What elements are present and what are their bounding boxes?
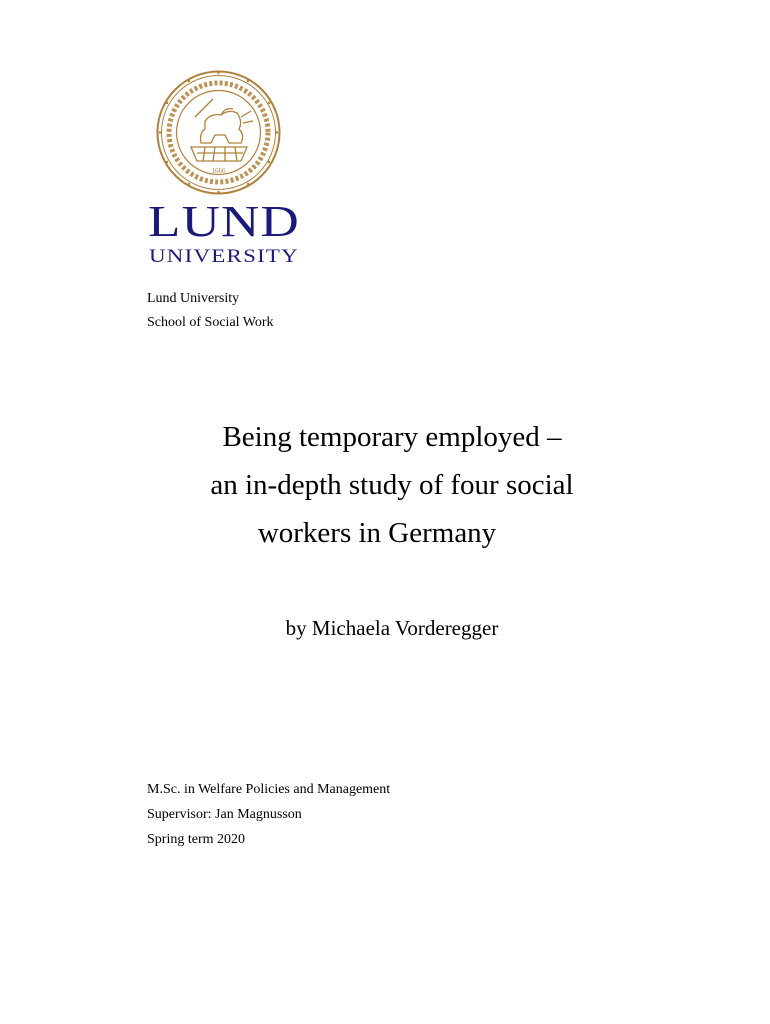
thesis-title: [0, 413, 770, 557]
title-line-1: Being temporary employed –: [222, 421, 562, 453]
lund-university-wordmark: [146, 196, 306, 266]
title-line-2: an in-depth study of four social: [210, 469, 574, 501]
svg-text:LUND: LUND: [148, 197, 300, 246]
lund-seal-logo: [155, 69, 282, 196]
supervisor: Supervisor: Jan Magnusson: [147, 807, 302, 822]
term: Spring term 2020: [147, 832, 245, 847]
thesis-meta: [147, 777, 390, 852]
author-line: by Michaela Vorderegger: [285, 616, 499, 640]
school-name: School of Social Work: [147, 315, 274, 330]
department-block: [147, 287, 274, 335]
degree-program: M.Sc. in Welfare Policies and Management: [147, 782, 391, 797]
title-line-3: workers in Germany: [257, 517, 497, 549]
svg-text:UNIVERSITY: UNIVERSITY: [149, 246, 299, 266]
svg-text:1666: 1666: [211, 167, 226, 175]
university-name: Lund University: [147, 291, 240, 306]
